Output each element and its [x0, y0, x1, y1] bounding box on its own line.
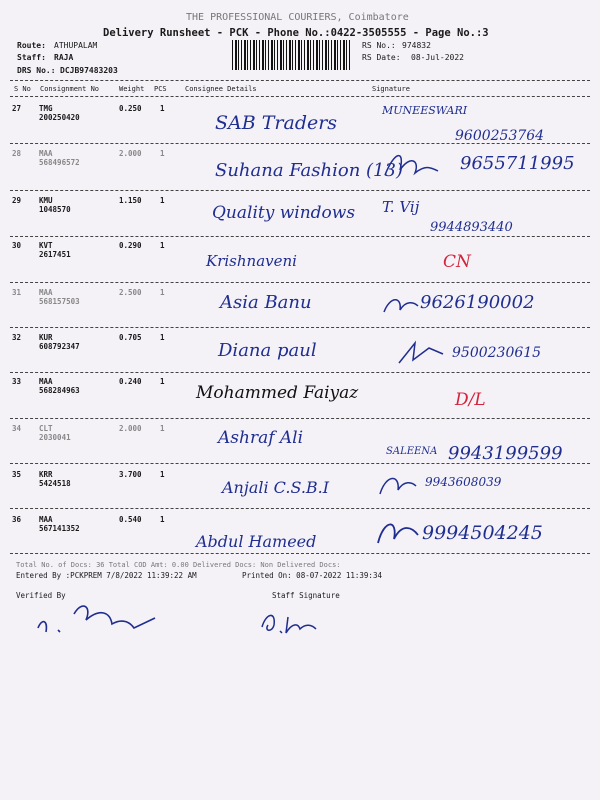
- row-consignment: KUR 608792347: [39, 333, 80, 351]
- row-weight: 2.000: [119, 424, 142, 433]
- verifier-signature: [30, 598, 170, 648]
- row-weight: 0.240: [119, 377, 142, 386]
- receiver-phone: 9626190002: [420, 292, 535, 313]
- row-pcs: 1: [160, 333, 165, 342]
- company-name: THE PROFESSIONAL COURIERS, Coimbatore: [186, 12, 409, 23]
- row-pcs: 1: [160, 377, 165, 386]
- route-value: ATHUPALAM: [54, 41, 98, 50]
- row-rule: [10, 236, 590, 237]
- row-pcs: 1: [160, 149, 165, 158]
- row-pcs: 1: [160, 241, 165, 250]
- totals-line: Total No. of Docs: 36 Total COD Amt: 0.00 Delivered Docs: Non Delivered Docs:: [16, 561, 341, 569]
- rs-date-label: RS Date:: [362, 53, 401, 62]
- row-weight: 3.700: [119, 470, 142, 479]
- header-top-rule: [10, 80, 590, 81]
- staff-signature: [256, 605, 326, 641]
- row-sno: 32: [12, 333, 22, 342]
- col-consignee: Consignee Details: [185, 85, 257, 93]
- entered-by: Entered By :PCKPREM 7/8/2022 11:39:22 AM: [16, 571, 197, 580]
- row-rule: [10, 418, 590, 419]
- col-weight: Weight: [119, 85, 145, 93]
- row-sno: 31: [12, 288, 22, 297]
- receiver-name: T. Vij: [382, 198, 420, 216]
- row-consignment: CLT 2030041: [39, 424, 71, 442]
- route-label: Route:: [17, 41, 46, 50]
- receiver-phone: 9943608039: [425, 475, 502, 489]
- signature-scribble: [395, 338, 445, 368]
- signature-scribble: [380, 292, 420, 318]
- row-sno: 36: [12, 515, 22, 524]
- row-sno: 29: [12, 196, 22, 205]
- row-sno: 35: [12, 470, 22, 479]
- receiver-note: D/L: [455, 390, 486, 410]
- signature-scribble: [376, 470, 418, 500]
- row-pcs: 1: [160, 515, 165, 524]
- row-rule: [10, 282, 590, 283]
- header-bottom-rule: [10, 96, 590, 97]
- receiver-phone: 9655711995: [460, 153, 575, 174]
- row-pcs: 1: [160, 288, 165, 297]
- row-weight: 0.250: [119, 104, 142, 113]
- printed-on: Printed On: 08-07-2022 11:39:34: [242, 571, 382, 580]
- barcode: [232, 40, 352, 70]
- row-pcs: 1: [160, 104, 165, 113]
- row-rule: [10, 463, 590, 464]
- row-consignment: KVT 2617451: [39, 241, 71, 259]
- drs-value: DCJB97483203: [60, 66, 118, 75]
- receiver-name: MUNEESWARI: [382, 104, 468, 117]
- row-pcs: 1: [160, 470, 165, 479]
- rs-date-value: 08-Jul-2022: [411, 53, 464, 62]
- row-sno: 33: [12, 377, 22, 386]
- consignee-name: Abdul Hameed: [196, 532, 317, 551]
- row-weight: 0.540: [119, 515, 142, 524]
- row-rule: [10, 327, 590, 328]
- col-consignment: Consignment No: [40, 85, 100, 93]
- row-weight: 0.290: [119, 241, 142, 250]
- consignee-name: Mohammed Faiyaz: [196, 383, 359, 403]
- staff-signature-label: Staff Signature: [272, 591, 340, 600]
- consignee-name: Suhana Fashion (13): [215, 160, 403, 181]
- row-rule: [10, 508, 590, 509]
- consignee-name: Quality windows: [212, 203, 356, 223]
- consignee-name: Asia Banu: [220, 292, 312, 313]
- staff-value: RAJA: [54, 53, 74, 62]
- row-sno: 27: [12, 104, 22, 113]
- receiver-phone: 9500230615: [452, 345, 542, 361]
- consignee-name: Krishnaveni: [206, 252, 297, 270]
- drs-label: DRS No.:: [17, 66, 56, 75]
- row-consignment: KMU 1048570: [39, 196, 71, 214]
- row-weight: 2.500: [119, 288, 142, 297]
- row-pcs: 1: [160, 196, 165, 205]
- col-pcs: PCS: [154, 85, 167, 93]
- consignee-name: SAB Traders: [215, 112, 338, 134]
- receiver-phone: 9600253764: [455, 128, 545, 144]
- consignee-name: Diana paul: [218, 340, 317, 361]
- receiver-note: CN: [443, 252, 471, 272]
- receiver-phone: 9943199599: [448, 443, 563, 464]
- row-consignment: MAA 568496572: [39, 149, 80, 167]
- receiver-name: SALEENA: [386, 446, 438, 457]
- row-consignment: MAA 568284963: [39, 377, 80, 395]
- consignee-name: Anjali C.S.B.I: [222, 478, 330, 497]
- row-weight: 2.000: [119, 149, 142, 158]
- signature-scribble: [372, 515, 422, 549]
- col-signature: Signature: [372, 85, 410, 93]
- runsheet-title: Delivery Runsheet - PCK - Phone No.:0422-3505555 - Page No.:3: [103, 27, 489, 39]
- row-sno: 34: [12, 424, 22, 433]
- col-sno: S No: [14, 85, 31, 93]
- receiver-phone: 9994504245: [422, 522, 543, 544]
- row-consignment: MAA 567141352: [39, 515, 80, 533]
- row-rule: [10, 143, 590, 144]
- row-rule: [10, 372, 590, 373]
- signature-scribble: [380, 145, 440, 185]
- staff-label: Staff:: [17, 53, 46, 62]
- row-weight: 1.150: [119, 196, 142, 205]
- consignee-name: Ashraf Ali: [218, 428, 304, 448]
- row-consignment: KRR 5424518: [39, 470, 71, 488]
- row-rule: [10, 553, 590, 554]
- verified-by-label: Verified By: [16, 591, 66, 600]
- row-sno: 30: [12, 241, 22, 250]
- receiver-phone: 9944893440: [430, 220, 513, 235]
- rs-no-value: 974832: [402, 41, 431, 50]
- rs-no-label: RS No.:: [362, 41, 396, 50]
- row-sno: 28: [12, 149, 22, 158]
- row-rule: [10, 190, 590, 191]
- row-consignment: TMG 200250420: [39, 104, 80, 122]
- row-consignment: MAA 568157503: [39, 288, 80, 306]
- row-pcs: 1: [160, 424, 165, 433]
- row-weight: 0.705: [119, 333, 142, 342]
